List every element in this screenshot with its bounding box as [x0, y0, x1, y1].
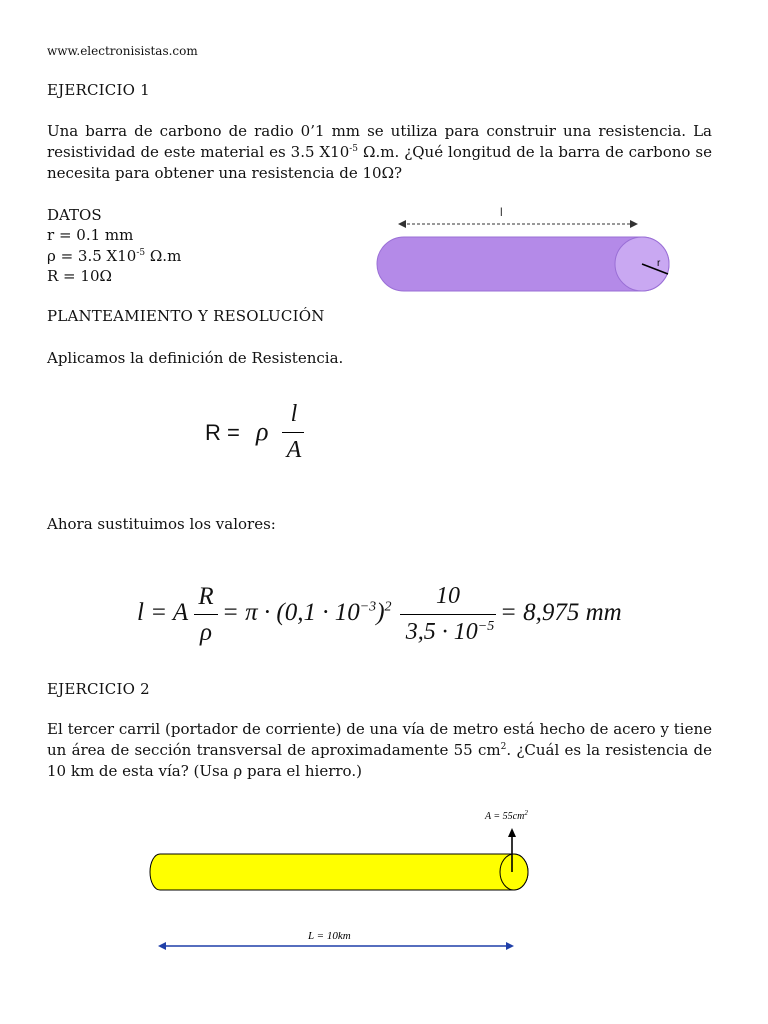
area-label-exp: 2: [524, 809, 528, 817]
datos-heading: DATOS: [47, 206, 102, 224]
exercise-1-statement: [47, 121, 712, 184]
planteamiento-heading: PLANTEAMIENTO Y RESOLUCIÓN: [47, 307, 325, 325]
formula-length-middle-exp: −3: [359, 599, 377, 615]
area-arrow-head: [508, 828, 516, 837]
dato-resistivity: [47, 246, 181, 266]
exercise-1-heading: EJERCICIO 1: [47, 81, 150, 99]
statement-part-b: Ω.m. ¿Qué longitud de la barra de carbono se necesita para obtener una resistencia de 10Ω?: [47, 143, 712, 182]
formula-length-frac2-bar: [400, 614, 496, 615]
formula-length-frac1-bar: [194, 614, 218, 615]
dato-radius: r = 0.1 mm: [47, 226, 134, 244]
area-label: [484, 809, 528, 822]
formula-length-middle: [222, 599, 392, 627]
formula-length-middle-a: = π · (0,1 · 10: [222, 599, 360, 626]
carbon-rod-diagram: [360, 200, 690, 300]
formula-resistance-fraction-bar: [282, 432, 304, 433]
formula-resistance-lhs: R =: [205, 420, 240, 445]
dato-resistance: R = 10Ω: [47, 267, 112, 285]
area-label-text: A = 55cm: [485, 811, 525, 822]
sustituimos-text: Ahora sustituimos los valores:: [47, 515, 276, 533]
dato-resistivity-exp: -5: [136, 248, 146, 258]
formula-resistance-numerator: l: [290, 401, 298, 427]
radius-label: r: [657, 258, 661, 269]
ex2-statement-exp: 2: [500, 742, 507, 752]
length-arrow-right: [630, 220, 638, 228]
rail-length-arrow-left: [158, 942, 166, 950]
formula-length-result: = 8,975 mm: [500, 599, 622, 626]
exercise-2-heading: EJERCICIO 2: [47, 680, 150, 698]
aplicamos-text: Aplicamos la definición de Resistencia.: [47, 349, 344, 367]
rail-cross-section: [500, 854, 528, 890]
rail-length-label: L = 10km: [308, 930, 351, 942]
length-label: l: [500, 205, 503, 219]
site-url[interactable]: www.electronisistas.com: [47, 44, 198, 58]
exercise-2-statement: [47, 719, 712, 782]
formula-length-frac2-den-a: 3,5 · 10: [405, 619, 478, 645]
dato-resistivity-a: ρ = 3.5 X10: [47, 247, 137, 265]
formula-length-frac2-num: 10: [436, 583, 460, 609]
rail-length-arrow-right: [506, 942, 514, 950]
formula-length-frac1-den: ρ: [200, 619, 212, 646]
formula-resistance-rho: ρ: [256, 417, 269, 446]
ex2-statement-b: . ¿Cuál es la resistencia de 10 km de esta vía? (Usa ρ para el hierro.): [47, 741, 712, 780]
formula-length-middle-close: ): [376, 599, 385, 626]
formula-length-lhs: l = A: [137, 599, 189, 626]
formula-resistance-denominator: A: [286, 437, 302, 463]
formula-length-frac2-den: [400, 619, 500, 646]
rail-body: [150, 854, 528, 890]
formula-length-frac1-num: R: [198, 583, 214, 610]
length-arrow-left: [398, 220, 406, 228]
ex2-statement-a: El tercer carril (portador de corriente) de una vía de metro está hecho de acero y tiene un área de sección transversal de aproximadamente 55 cm: [47, 720, 712, 759]
rail-diagram: [140, 800, 560, 960]
statement-part-a: Una barra de carbono de radio 0’1 mm se utiliza para construir una resistencia. La resistividad de este material es 3.5 X10: [47, 122, 712, 161]
dato-resistivity-b: Ω.m: [145, 247, 182, 265]
formula-length-square: 2: [384, 599, 392, 615]
statement-exponent: -5: [349, 144, 359, 154]
formula-length-frac2-den-exp: −5: [477, 619, 495, 634]
